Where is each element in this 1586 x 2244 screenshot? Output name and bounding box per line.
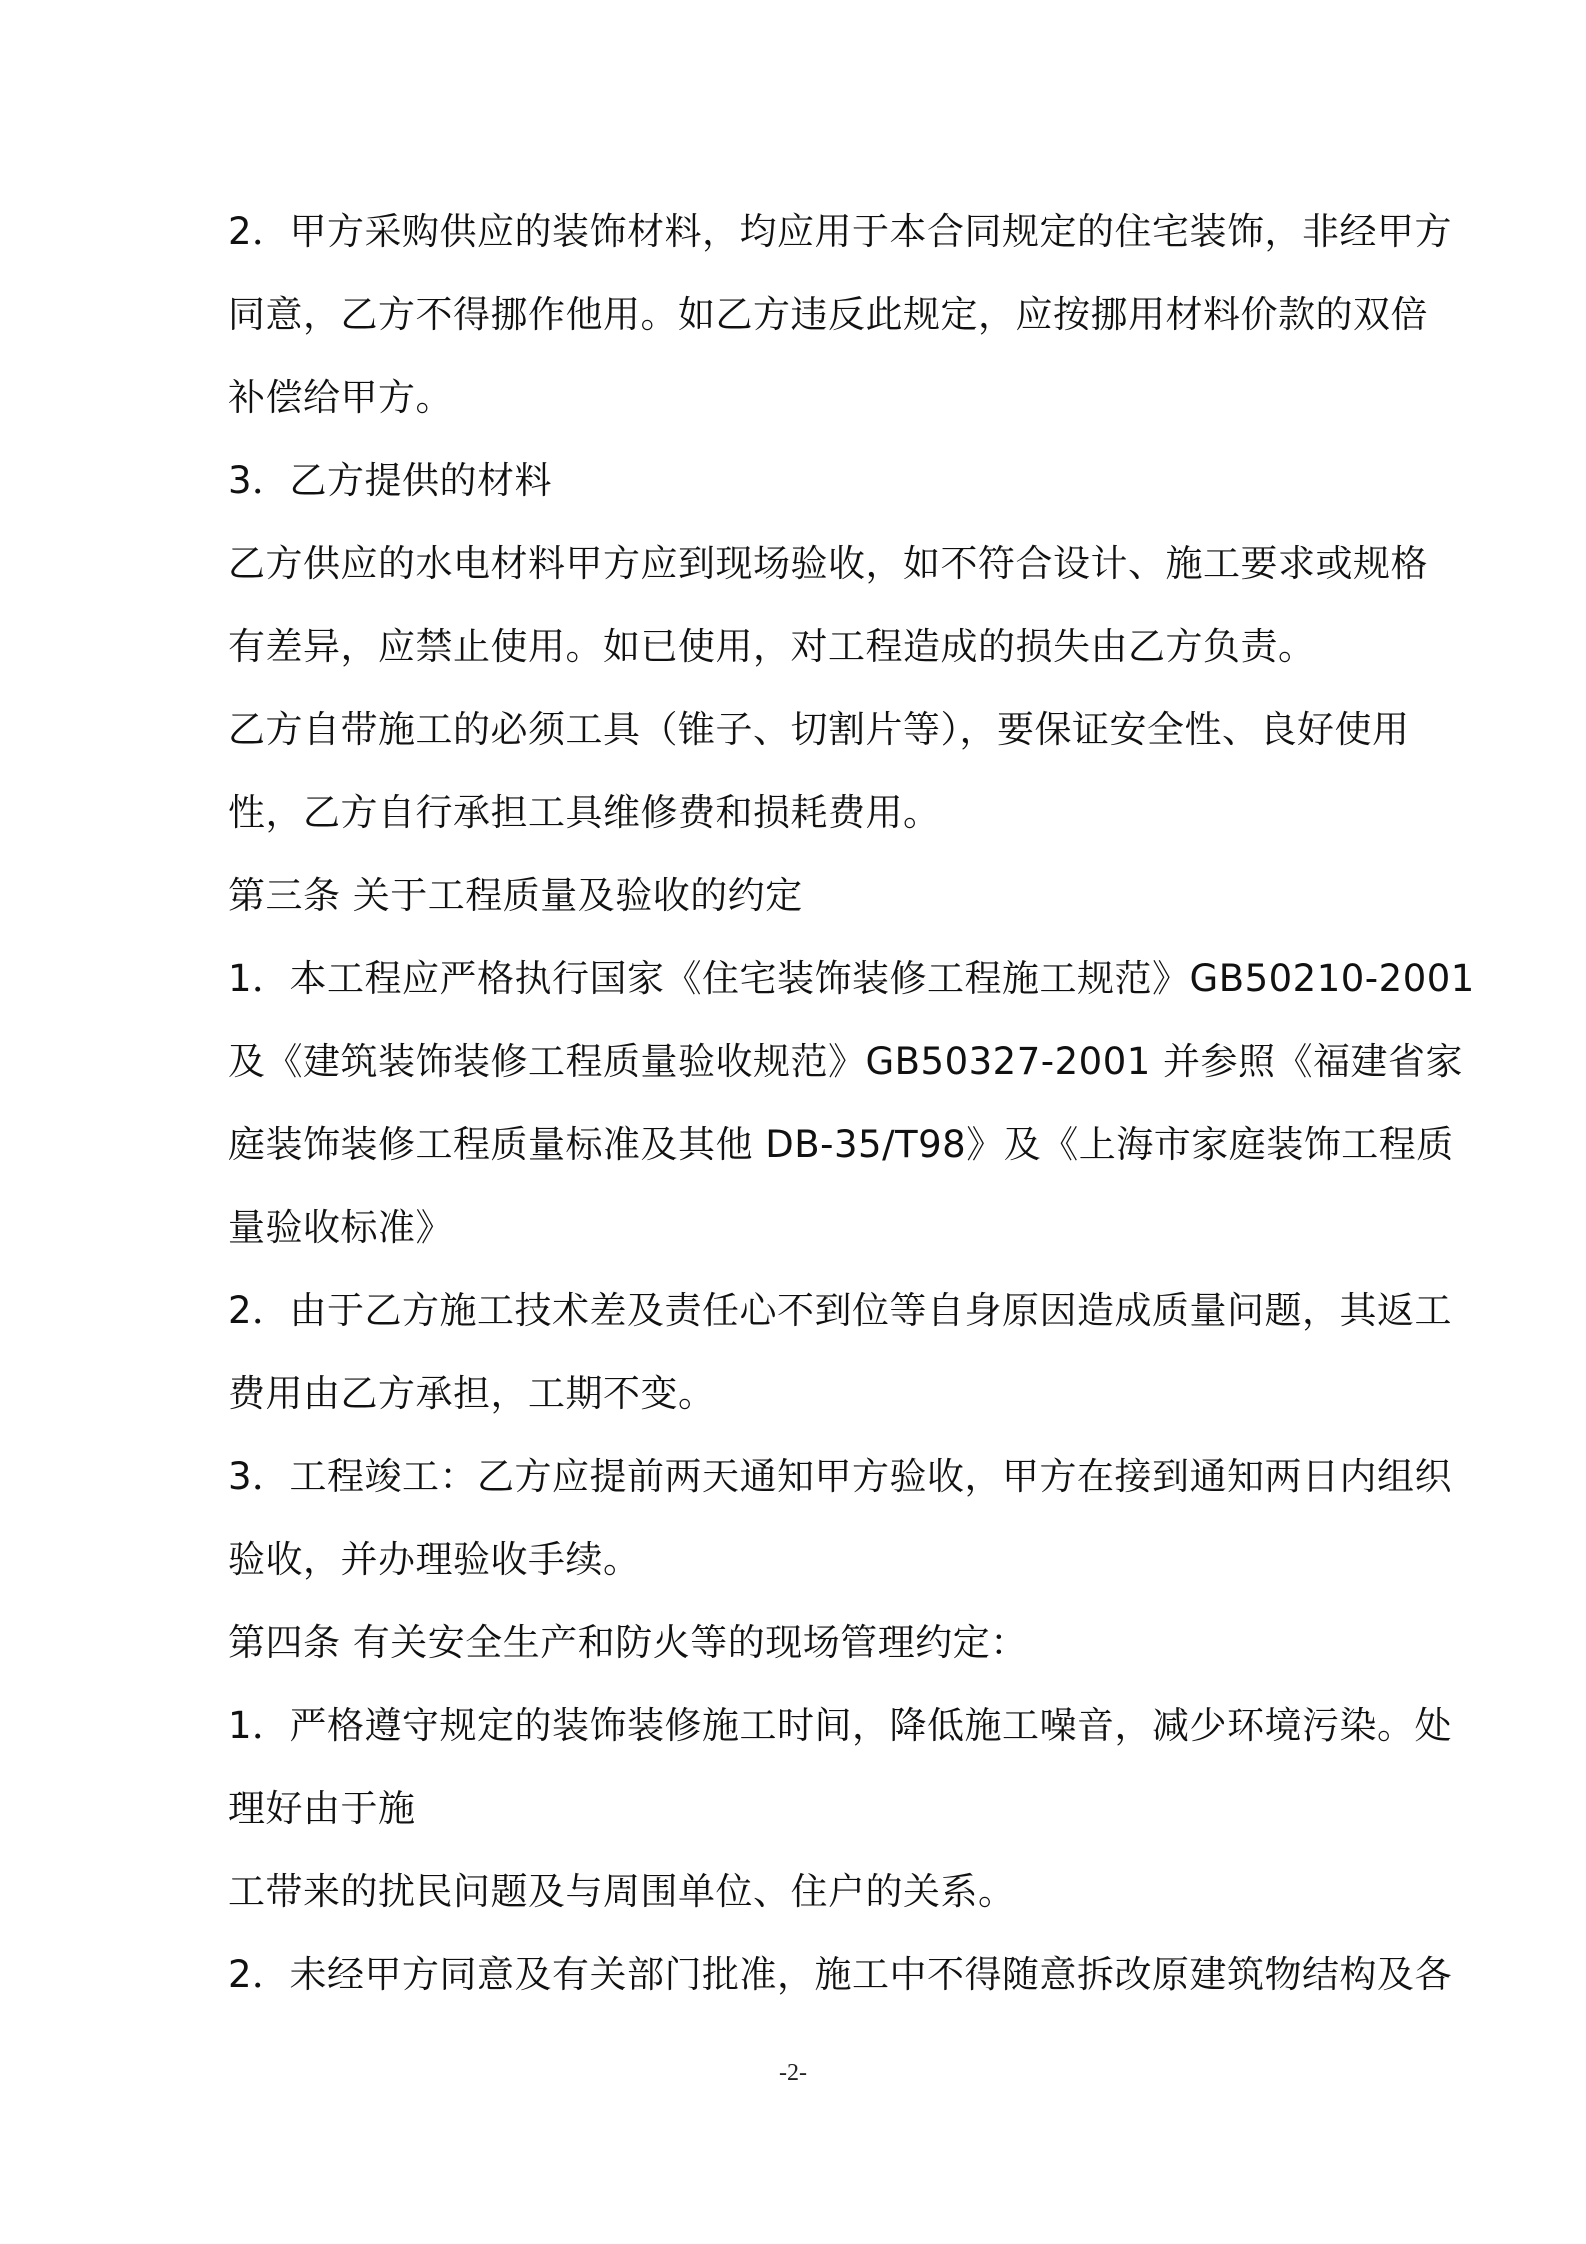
text-line: 费用由乙方承担，工期不变。 <box>228 1372 716 1415</box>
text-line: 有差异，应禁止使用。如已使用，对工程造成的损失由乙方负责。 <box>228 625 1316 668</box>
text-line: 1．严格遵守规定的装饰装修施工时间，降低施工噪音，减少环境污染。处 <box>228 1704 1453 1747</box>
text-line: 工带来的扰民问题及与周围单位、住户的关系。 <box>228 1870 1016 1913</box>
text-line: 同意，乙方不得挪作他用。如乙方违反此规定，应按挪用材料价款的双倍 <box>228 293 1428 336</box>
text-line: 2．由于乙方施工技术差及责任心不到位等自身原因造成质量问题，其返工 <box>228 1289 1453 1332</box>
section-subheading: 3．乙方提供的材料 <box>228 459 553 502</box>
text-line: 量验收标准》 <box>228 1206 453 1249</box>
text-line: 1．本工程应严格执行国家《住宅装饰装修工程施工规范》GB50210-2001 <box>228 957 1475 1000</box>
text-line: 2．甲方采购供应的装饰材料，均应用于本合同规定的住宅装饰，非经甲方 <box>228 210 1453 253</box>
text-line: 性，乙方自行承担工具维修费和损耗费用。 <box>228 791 941 834</box>
text-line: 庭装饰装修工程质量标准及其他 DB-35/T98》及《上海市家庭装饰工程质 <box>228 1123 1454 1166</box>
text-line: 及《建筑装饰装修工程质量验收规范》GB50327-2001 并参照《福建省家 <box>228 1040 1464 1083</box>
text-line: 乙方自带施工的必须工具（锥子、切割片等），要保证安全性、良好使用 <box>228 708 1410 751</box>
text-line: 验收，并办理验收手续。 <box>228 1538 641 1581</box>
article-heading: 第四条 有关安全生产和防火等的现场管理约定： <box>228 1621 1028 1664</box>
text-line: 补偿给甲方。 <box>228 376 453 419</box>
text-line: 3．工程竣工：乙方应提前两天通知甲方验收，甲方在接到通知两日内组织 <box>228 1455 1453 1498</box>
text-line: 2．未经甲方同意及有关部门批准，施工中不得随意拆改原建筑物结构及各 <box>228 1953 1453 1996</box>
article-heading: 第三条 关于工程质量及验收的约定 <box>228 874 803 917</box>
page-number: -2- <box>779 2060 807 2086</box>
document-body <box>228 190 1475 2016</box>
text-line: 理好由于施 <box>228 1787 416 1830</box>
text-line: 乙方供应的水电材料甲方应到现场验收，如不符合设计、施工要求或规格 <box>228 542 1428 585</box>
